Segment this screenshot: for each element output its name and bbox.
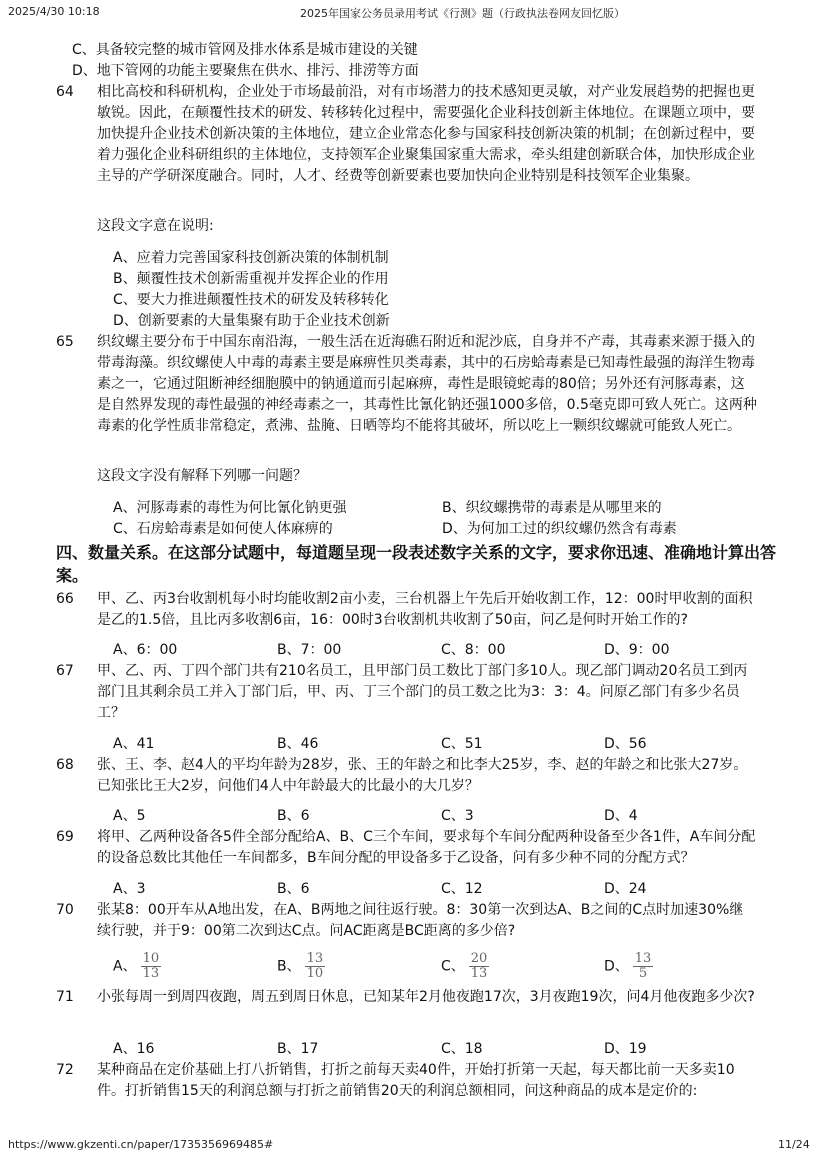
numerator: 20 [470, 951, 488, 966]
section-heading: 四、数量关系。在这部分试题中，每道题呈现一段表述数字关系的文字，要求你迅速、准确地计算出答案。 [56, 543, 777, 585]
question-text: 甲、乙、丙3台收割机每小时均能收割2亩小麦，三台机器上午先后开始收割工作，12：00时甲收割的面积是乙的1.5倍，且比丙多收割6亩，16：00时3台收割机共收割了50亩，问乙是何时开始工作的? [97, 591, 753, 628]
question-text: 甲、乙、丙、丁四个部门共有210名员工，且甲部门员工数比丁部门多10人。现乙部门调动20名员工到丙部门且其剩余员工并入丁部门后，甲、丙、丁三个部门的员工数之比为3：3：4。问原乙部门有多少名员工？ [97, 663, 748, 721]
q67-option-c[interactable]: C、51 [441, 736, 483, 752]
q65-option-b[interactable]: B、织纹螺携带的毒素是从哪里来的 [442, 500, 662, 516]
question-text: 织纹螺主要分布于中国东南沿海，一般生活在近海礁石附近和泥沙底，自身并不产毒，其毒素来源于摄入的带毒海藻。织纹螺使人中毒的毒素主要是麻痹性贝类毒素，其中的石房蛤毒素是已知毒性最强的海洋生物毒素之一，它通过阻断神经细胞膜中的钠通道而引起麻痹，毒性是眼镜蛇毒的80倍；另外还有河豚毒素，这是自然界发现的毒性最强的神经毒素之一，其毒性比氰化钠还强1000多倍，0.5毫克即可致人死亡。这两种毒素的化学性质非常稳定，煮沸、盐腌、日晒等均不能将其破坏，所以吃上一颗织纹螺就可能致人死亡。 [97, 334, 757, 434]
q69-option-c[interactable]: C、12 [441, 881, 483, 897]
question-number: 71 [56, 989, 74, 1005]
q66-option-a[interactable]: A、6：00 [113, 642, 178, 658]
page-url: https://www.gkzenti.cn/paper/1735356969485# [8, 1138, 274, 1151]
question-number: 64 [56, 84, 74, 100]
q67-option-a[interactable]: A、41 [113, 736, 155, 752]
q68-option-b[interactable]: B、6 [277, 808, 310, 824]
q64-option-c[interactable]: C、要大力推进颠覆性技术的研发及转移转化 [113, 292, 389, 308]
fraction [469, 952, 490, 981]
page-number: 11/24 [778, 1138, 810, 1151]
numerator: 10 [142, 951, 160, 966]
question-text: 张某8：00开车从A地出发，在A、B两地之间往返行驶。8：30第一次到达A、B之间的C点时加速30%继续行驶，并于9：00第二次到达C点。问AC距离是BC距离的多少倍? [97, 902, 744, 939]
question-text: 小张每周一到周四夜跑，周五到周日休息，已知某年2月他夜跑17次，3月夜跑19次，问4月他夜跑多少次? [97, 989, 755, 1005]
q68-option-d[interactable]: D、4 [604, 808, 638, 824]
q70-option-d[interactable] [604, 952, 653, 981]
q68-option-c[interactable]: C、3 [441, 808, 474, 824]
denominator: 10 [306, 966, 324, 981]
question-number: 68 [56, 757, 74, 773]
question-number: 66 [56, 591, 74, 607]
question-number: 69 [56, 829, 74, 845]
question-number: 72 [56, 1062, 74, 1078]
question-number: 65 [56, 334, 74, 350]
option-label: B、 [277, 958, 301, 975]
numerator: 13 [306, 951, 324, 966]
denominator: 13 [142, 966, 160, 981]
q64-option-b[interactable]: B、颠覆性技术创新需重视并发挥企业的作用 [113, 271, 389, 287]
question-text: 某种商品在定价基础上打八折销售，打折之前每天卖40件，开始打折第一天起，每天都比前一天多卖10件。打折销售15天的利润总额与打折之前销售20天的利润总额相同，问这种商品的成本是定价的: [97, 1062, 735, 1099]
question-number: 70 [56, 902, 74, 918]
q65-option-d[interactable]: D、为何加工过的织纹螺仍然含有毒素 [442, 521, 677, 537]
q71-option-b[interactable]: B、17 [277, 1041, 319, 1057]
q66-option-b[interactable]: B、7：00 [277, 642, 342, 658]
denominator: 13 [470, 966, 488, 981]
q71-option-c[interactable]: C、18 [441, 1041, 483, 1057]
q64-option-d[interactable]: D、创新要素的大量集聚有助于企业技术创新 [113, 313, 390, 329]
q70-option-a[interactable] [113, 952, 161, 981]
option-label: C、 [441, 958, 465, 975]
q70-option-c[interactable] [441, 952, 489, 981]
question-prompt: 这段文字意在说明: [97, 218, 214, 234]
q63-option-d: D、地下管网的功能主要聚焦在供水、排污、排涝等方面 [72, 63, 419, 79]
q66-option-d[interactable]: D、9：00 [604, 642, 670, 658]
q67-option-d[interactable]: D、56 [604, 736, 647, 752]
q71-option-d[interactable]: D、19 [604, 1041, 647, 1057]
fraction [141, 952, 162, 981]
fraction [305, 952, 326, 981]
q63-option-c: C、具备较完整的城市管网及排水体系是城市建设的关键 [72, 42, 418, 58]
question-text: 相比高校和科研机构，企业处于市场最前沿，对有市场潜力的技术感知更灵敏，对产业发展趋势的把握也更敏锐。因此，在颠覆性技术的研发、转移转化过程中，需要强化企业科技创新主体地位。在课题立项中，要加快提升企业技术创新决策的主体地位，建立企业常态化参与国家科技创新决策的机制；在创新过程中，要着力强化企业科研组织的主体地位，支持领军企业聚集国家重大需求，牵头组建创新联合体，加快形成企业主导的产学研深度融合。同时，人才、经费等创新要素也要加快向企业特别是科技领军企业集聚。 [97, 84, 755, 184]
denominator: 5 [638, 966, 648, 981]
q69-option-d[interactable]: D、24 [604, 881, 647, 897]
q67-option-b[interactable]: B、46 [277, 736, 319, 752]
option-label: D、 [604, 958, 629, 975]
numerator: 13 [634, 951, 652, 966]
document-title: 2025年国家公务员录用考试《行测》题（行政执法卷网友回忆版） [300, 7, 625, 20]
q65-option-a[interactable]: A、河豚毒素的毒性为何比氰化钠更强 [113, 500, 347, 516]
option-label: A、 [113, 958, 137, 975]
q69-option-b[interactable]: B、6 [277, 881, 310, 897]
q68-option-a[interactable]: A、5 [113, 808, 146, 824]
question-text: 将甲、乙两种设备各5件全部分配给A、B、C三个车间，要求每个车间分配两种设备至少各1件，A车间分配的设备总数比其他任一车间都多，B车间分配的甲设备多于乙设备，问有多少种不同的分配方式？ [97, 829, 756, 866]
q65-option-c[interactable]: C、石房蛤毒素是如何使人体麻痹的 [113, 521, 333, 537]
question-prompt: 这段文字没有解释下列哪一问题？ [97, 468, 307, 484]
fraction [633, 952, 654, 981]
q66-option-c[interactable]: C、8：00 [441, 642, 506, 658]
print-datetime: 2025/4/30 10:18 [8, 5, 100, 18]
q69-option-a[interactable]: A、3 [113, 881, 146, 897]
q64-option-a[interactable]: A、应着力完善国家科技创新决策的体制机制 [113, 250, 389, 266]
q71-option-a[interactable]: A、16 [113, 1041, 155, 1057]
question-text: 张、王、李、赵4人的平均年龄为28岁，张、王的年龄之和比李大25岁，李、赵的年龄之和比张大27岁。已知张比王大2岁，问他们4人中年龄最大的比最小的大几岁？ [97, 757, 748, 794]
q70-option-b[interactable] [277, 952, 325, 981]
question-number: 67 [56, 663, 74, 679]
